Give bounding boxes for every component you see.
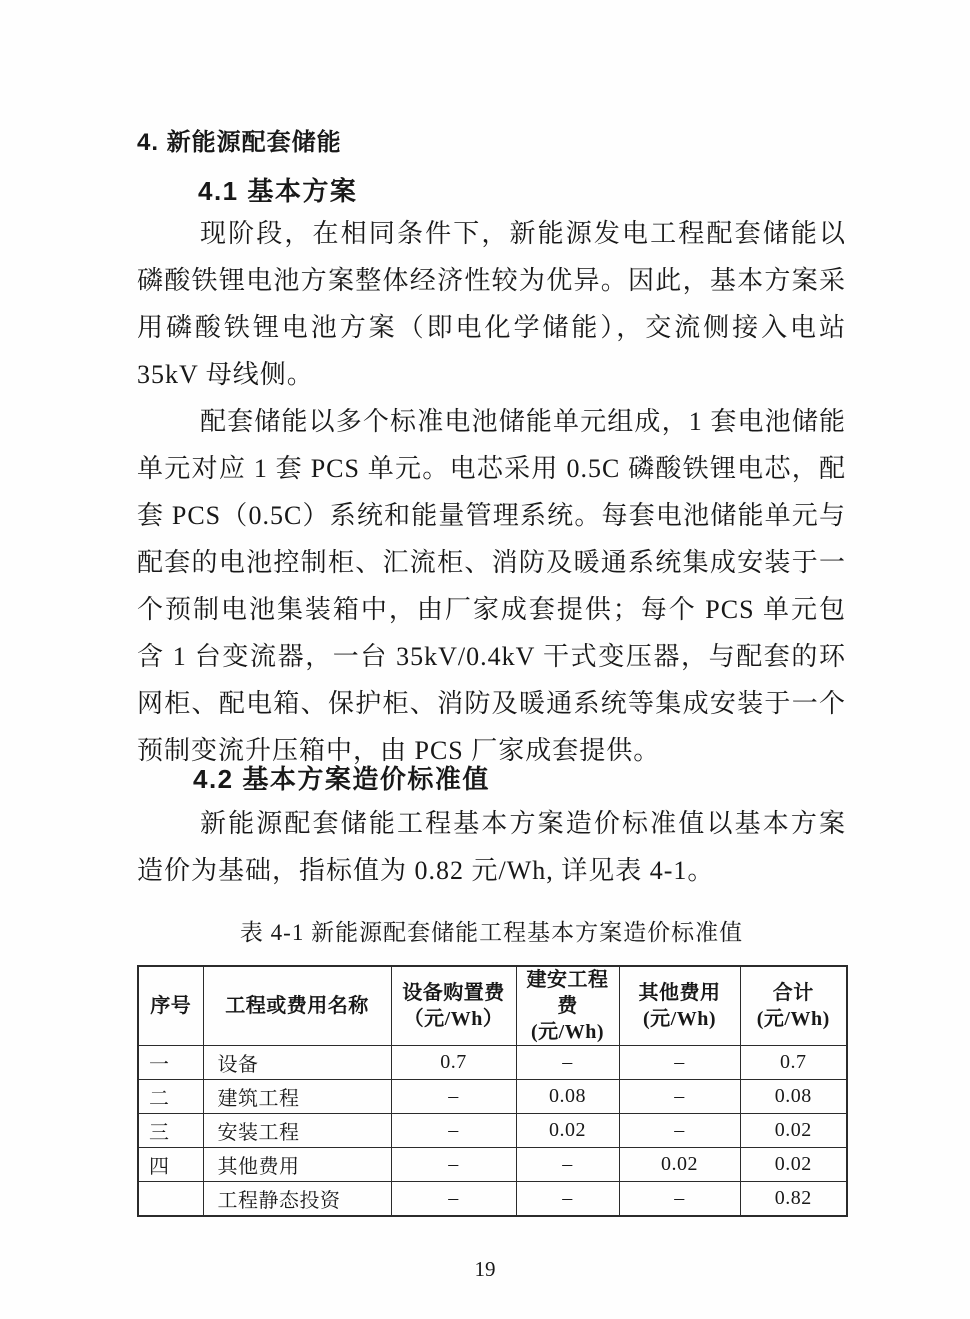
- table-cell: 工程静态投资: [203, 1182, 391, 1217]
- col-header-total: [740, 966, 847, 1046]
- table-cell: 0.7: [391, 1046, 516, 1080]
- paragraph-cost-standard: 新能源配套储能工程基本方案造价标准值以基本方案造价为基础，指标值为 0.82 元/Wh, 详见表 4-1。: [137, 809, 846, 885]
- col-header-construction-cost-label: 建安工程费: [526, 969, 609, 1017]
- col-header-equipment-cost: [391, 966, 516, 1046]
- table-cell: 0.02: [740, 1114, 847, 1148]
- table-cell: 0.82: [740, 1182, 847, 1217]
- table-cell: –: [391, 1080, 516, 1114]
- table-cell: 0.02: [619, 1148, 740, 1182]
- col-header-seq-label: 序号: [150, 995, 192, 1017]
- col-header-other-cost: [619, 966, 740, 1046]
- table-cell: 三: [138, 1114, 203, 1148]
- col-header-equipment-cost-label: 设备购置费: [402, 982, 505, 1004]
- table-cell: –: [619, 1080, 740, 1114]
- page-number: 19: [474, 1257, 496, 1281]
- table-cell: 0.02: [516, 1114, 619, 1148]
- col-header-total-label: 合计: [772, 982, 814, 1004]
- table-cell: [138, 1182, 203, 1217]
- table-cell: –: [619, 1114, 740, 1148]
- paragraph-basic-scheme-1: 现阶段，在相同条件下，新能源发电工程配套储能以磷酸铁锂电池方案整体经济性较为优异。因此，基本方案采用磷酸铁锂电池方案（即电化学储能），交流侧接入电站 35kV 母线侧。: [137, 219, 846, 389]
- table-row-other-fees: [138, 1148, 847, 1182]
- table-cell: 一: [138, 1046, 203, 1080]
- table-cell: 二: [138, 1080, 203, 1114]
- subsection-heading-4-2: 4.2 基本方案造价标准值: [193, 764, 490, 794]
- table-cell: 建筑工程: [203, 1080, 391, 1114]
- col-header-seq: [138, 966, 203, 1046]
- table-caption: 表 4-1 新能源配套储能工程基本方案造价标准值: [239, 920, 744, 945]
- table-cell: 0.7: [740, 1046, 847, 1080]
- col-header-equipment-cost-unit: （元/Wh）: [403, 1008, 504, 1030]
- table-row-equipment: [138, 1046, 847, 1080]
- table-cell: 其他费用: [203, 1148, 391, 1182]
- table-cell: –: [516, 1046, 619, 1080]
- table-row-static-investment: [138, 1182, 847, 1217]
- col-header-other-cost-label: 其他费用: [638, 982, 721, 1004]
- table-row-installation-works: [138, 1114, 847, 1148]
- table-cell: 安装工程: [203, 1114, 391, 1148]
- paragraph-basic-scheme-2: 配套储能以多个标准电池储能单元组成，1 套电池储能单元对应 1 套 PCS 单元。电芯采用 0.5C 磷酸铁锂电芯，配套 PCS（0.5C）系统和能量管理系统。每套电池储能单元与配套的电池控制柜、汇流柜、消防及暖通系统集成安装于一个预制电池集装箱中，由厂家成套提供；每个 PCS 单元包含 1 台变流器，一台 35kV/0.4kV 干式变压器，与配套的环网柜、配电箱、保护柜、消防及暖通系统等集成安装于一个预制变流升压箱中，由 PCS 厂家成套提供。: [137, 407, 846, 765]
- section-heading: 4. 新能源配套储能: [137, 129, 342, 156]
- table-row-building-works: [138, 1080, 847, 1114]
- col-header-other-cost-unit: (元/Wh): [643, 1008, 716, 1030]
- col-header-item-name-label: 工程或费用名称: [225, 995, 369, 1017]
- table-cell: –: [391, 1182, 516, 1217]
- table-cell: 四: [138, 1148, 203, 1182]
- col-header-item-name: [203, 966, 391, 1046]
- table-cell: 0.08: [516, 1080, 619, 1114]
- table-header-row: [138, 966, 847, 1046]
- table-cell: –: [516, 1182, 619, 1217]
- table-cell: –: [391, 1148, 516, 1182]
- col-header-total-unit: (元/Wh): [756, 1008, 830, 1030]
- table-cell: –: [391, 1114, 516, 1148]
- table-cell: –: [516, 1148, 619, 1182]
- subsection-heading-4-1: 4.1 基本方案: [198, 176, 358, 206]
- table-cell: –: [619, 1046, 740, 1080]
- col-header-construction-cost-unit: (元/Wh): [531, 1021, 604, 1043]
- table-cell: 设备: [203, 1046, 391, 1080]
- col-header-construction-cost: [516, 966, 619, 1046]
- table-cell: 0.08: [740, 1080, 847, 1114]
- table-cell: –: [619, 1182, 740, 1217]
- cost-standard-table: [137, 965, 848, 1217]
- table-cell: 0.02: [740, 1148, 847, 1182]
